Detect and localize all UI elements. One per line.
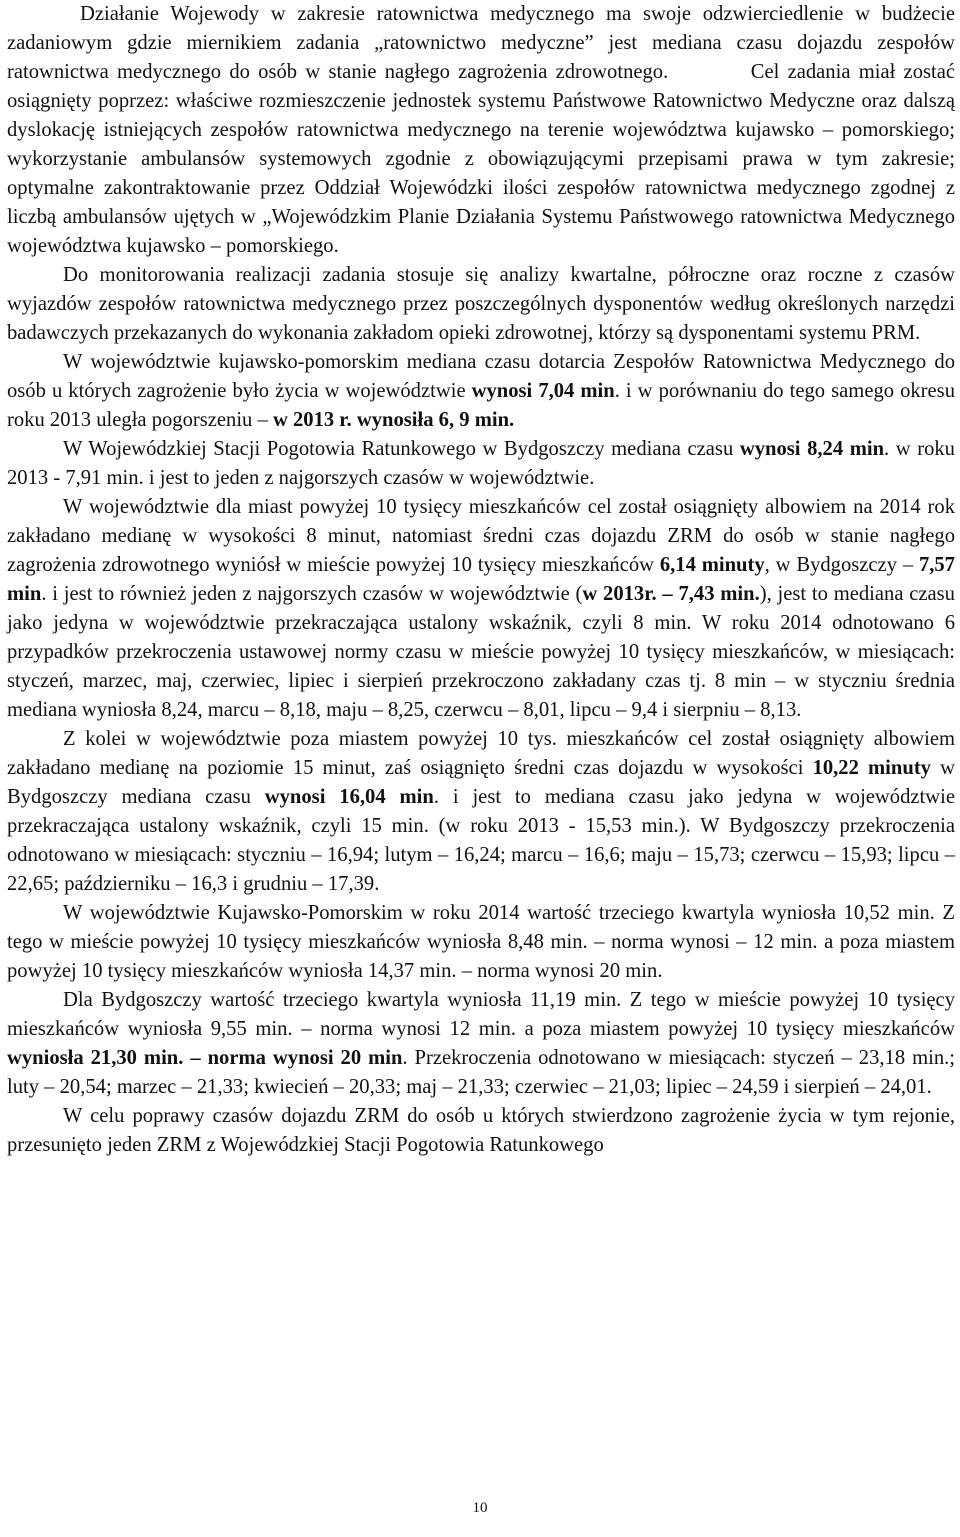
document-body xyxy=(7,0,955,1160)
text-run: W województwie Kujawsko-Pomorskim w roku 2014 wartość trzeciego kwartyla wyniosła 10,52 min. Z tego w mieście powyżej 10 tysięcy mieszkańców wyniosła 8,48 min. – norma wynosi – 12 min. a poza miastem powyżej 10 tysięcy mieszkańców wyniosła 14,37 min. – norma wynosi 20 min. xyxy=(7,902,955,982)
text-run: . i jest to również jeden z najgorszych czasów w województwie ( xyxy=(41,583,583,605)
text-run: Cel zadania miał zostać osiągnięty poprzez: właściwe rozmieszczenie jednostek systemu Państwowe Ratownictwo Medyczne oraz dalszą dyslokację istniejących zespołów ratownictwa medycznego na terenie województwa kujawsko – pomorskiego; wykorzystanie ambulansów systemowych zgodnie z obowiązującymi przepisami prawa w tym zakresie; optymalne zakontraktowanie przez Oddział Wojewódzki ilości zespołów ratownictwa medycznego zgodnej z liczbą ambulansów ujętych w „Wojewódzkim Planie Działania Systemu Państwowego ratownictwa Medycznego województwa kujawsko – pomorskiego. xyxy=(7,61,956,257)
paragraph xyxy=(7,725,955,899)
text-run: Działanie Wojewody w zakresie ratownictwa medycznego ma swoje odzwierciedlenie w budżecie zadaniowym gdzie miernikiem zadania „ratownictwo medyczne” jest mediana czasu dojazdu zespołów ratownictwa medycznego do osób w stanie nagłego zagrożenia zdrowotnego. xyxy=(7,3,955,83)
text-run: . i w porównaniu do tego samego okresu roku 2013 uległa pogorszeniu – xyxy=(7,380,955,431)
bold-text: w 2013r. – 7,43 min. xyxy=(582,583,760,605)
text-run: , w Bydgoszczy – xyxy=(764,554,919,576)
text-run: . Przekroczenia odnotowano w miesiącach: styczeń – 23,18 min.; luty – 20,54; marzec – 21,33; kwiecień – 20,33; maj – 21,33; czerwiec – 21,03; lipiec – 24,59 i sierpień – 24,01. xyxy=(7,1047,955,1098)
text-run: Do monitorowania realizacji zadania stosuje się analizy kwartalne, półroczne oraz roczne z czasów wyjazdów zespołów ratownictwa medycznego przez poszczególnych dysponentów według określonych narzędzi badawczych przekazanych do wykonania zakładom opieki zdrowotnej, którzy są dysponentami systemu PRM. xyxy=(7,264,955,344)
text-run: w Bydgoszczy mediana czasu xyxy=(7,757,955,808)
paragraph xyxy=(7,493,955,725)
bold-text: wynosi 16,04 min xyxy=(264,786,434,808)
bold-text: 6,14 minuty xyxy=(659,554,765,576)
text-run: W celu poprawy czasów dojazdu ZRM do osób u których stwierdzono zagrożenie życia w tym rejonie, przesunięto jeden ZRM z Wojewódzkiej Stacji Pogotowia Ratunkowego xyxy=(7,1105,955,1156)
text-run: ), jest to mediana czasu jako jedyna w województwie przekraczająca ustalony wskaźnik, czyli 8 min. W roku 2014 odnotowano 6 przypadków przekroczenia ustawowej normy czasu w mieście powyżej 10 tysięcy mieszkańców, w miesiącach: styczeń, marzec, maj, czerwiec, lipiec i sierpień przekroczono zakładany czas tj. 8 min – w styczniu średnia mediana wyniosła 8,24, marcu – 8,18, maju – 8,25, czerwcu – 8,01, lipcu – 9,4 i sierpniu – 8,13. xyxy=(7,583,955,721)
bold-text: wynosi 7,04 min xyxy=(471,380,615,402)
text-run: Dla Bydgoszczy wartość trzeciego kwartyla wyniosła 11,19 min. Z tego w mieście powyżej 10 tysięcy mieszkańców wyniosła 9,55 min. – norma wynosi 12 min. a poza miastem powyżej 10 tysięcy mieszkańców xyxy=(7,989,955,1040)
paragraph xyxy=(7,261,955,348)
text-run: W województwie kujawsko-pomorskim mediana czasu dotarcia Zespołów Ratownictwa Medycznego do osób u których zagrożenie było życia w województwie xyxy=(7,351,955,402)
bold-text: 10,22 minuty xyxy=(812,757,931,779)
paragraph xyxy=(7,348,955,435)
text-run: Z kolei w województwie poza miastem powyżej 10 tys. mieszkańców cel został osiągnięty albowiem zakładano medianę na poziomie 15 minut, zaś osiągnięto średni czas dojazdu w wysokości xyxy=(7,728,955,779)
bold-text: w 2013 r. wynosiła 6, 9 min. xyxy=(272,409,515,431)
bold-text: wyniosła 21,30 min. – norma wynosi 20 min xyxy=(7,1047,403,1069)
bold-text: 7,57 min xyxy=(7,554,955,605)
text-run: . i jest to mediana czasu jako jedyna w województwie przekraczająca ustalony wskaźnik, czyli 15 min. (w roku 2013 - 15,53 min.). W Bydgoszczy przekroczenia odnotowano w miesiącach: styczniu – 16,94; lutym – 16,24; marcu – 16,6; maju – 15,73; czerwcu – 15,93; lipcu – 22,65; październiku – 16,3 i grudniu – 17,39. xyxy=(7,786,955,895)
paragraph xyxy=(7,1102,955,1160)
text-run: W Wojewódzkiej Stacji Pogotowia Ratunkowego w Bydgoszczy mediana czasu xyxy=(63,438,740,460)
text-run: W województwie dla miast powyżej 10 tysięcy mieszkańców cel został osiągnięty albowiem na 2014 rok zakładano medianę w wysokości 8 minut, natomiast średni czas dojazdu ZRM do osób w stanie nagłego zagrożenia zdrowotnego wyniósł w mieście powyżej 10 tysięcy mieszkańców xyxy=(7,496,955,576)
paragraph xyxy=(7,0,955,261)
page-number: 10 xyxy=(472,1500,488,1516)
text-run: . w roku 2013 - 7,91 min. i jest to jeden z najgorszych czasów w województwie. xyxy=(7,438,955,489)
paragraph xyxy=(7,899,955,986)
paragraph xyxy=(7,986,955,1102)
paragraph xyxy=(7,435,955,493)
bold-text: wynosi 8,24 min xyxy=(739,438,885,460)
